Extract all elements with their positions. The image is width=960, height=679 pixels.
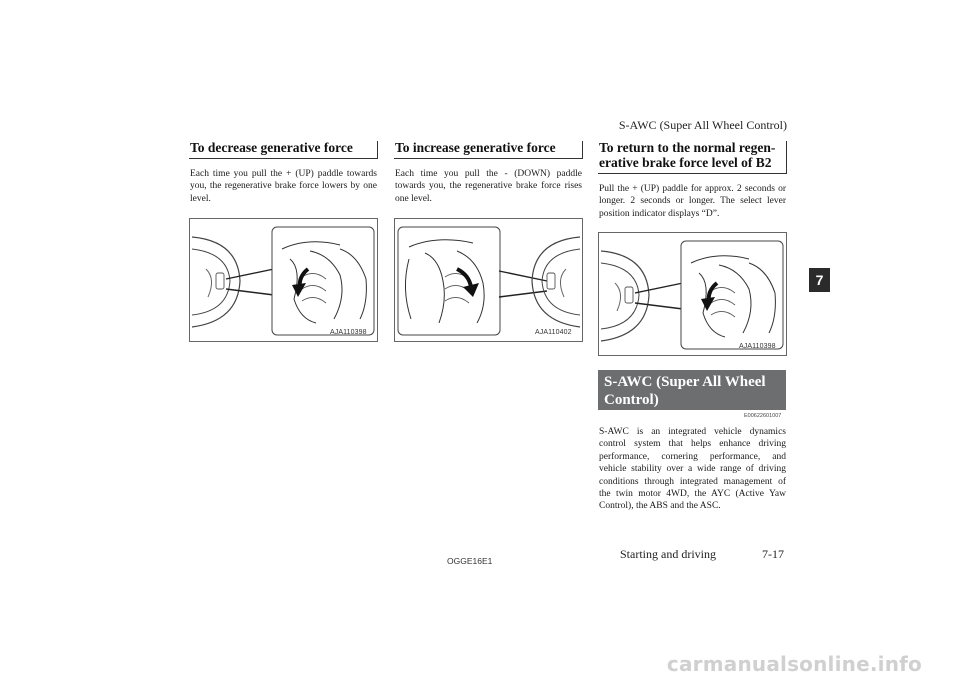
heading-underline: [189, 158, 377, 159]
chapter-tab: 7: [809, 268, 830, 292]
footer-page-number: 7-17: [762, 547, 784, 561]
steering-paddle-illustration-icon: [599, 233, 786, 355]
figure-code: AJA110398: [330, 329, 367, 336]
figure-increase-force: [394, 218, 583, 342]
heading-underline: [598, 173, 786, 174]
heading-line: To return to the normal regen-: [599, 140, 776, 155]
paragraph-increase-force: Each time you pull the - (DOWN) paddle towards you, the regenerative brake force rises one level.: [395, 169, 582, 204]
steering-paddle-illustration-icon: [395, 219, 582, 341]
watermark: carmanualsonline.info: [666, 652, 922, 676]
section-title-line: Control): [604, 392, 659, 408]
figure-decrease-force: [189, 218, 378, 342]
section-code: E00622601007: [744, 413, 782, 419]
steering-paddle-illustration-icon: [190, 219, 377, 341]
heading-rule-end: [377, 141, 378, 159]
section-title-box: [598, 370, 786, 410]
heading-decrease-force: To decrease generative force: [190, 140, 353, 155]
heading-line: erative brake force level of B2: [599, 155, 772, 170]
footer-section-name: Starting and driving: [620, 547, 716, 561]
footer-doc-code: OGGE16E1: [447, 556, 493, 566]
figure-code: AJA110398: [739, 343, 776, 350]
figure-code: AJA110402: [535, 329, 572, 336]
running-header: S-AWC (Super All Wheel Control): [618, 118, 787, 132]
section-title-line: S-AWC (Super All Wheel: [604, 374, 766, 390]
heading-return-normal: [599, 140, 783, 170]
paragraph-return-normal: Pull the + (UP) paddle for approx. 2 seconds or longer. 2 seconds or longer. The select lever position indicator displays “D”.: [599, 184, 786, 219]
heading-rule-end: [582, 141, 583, 159]
paragraph-s-awc: S-AWC is an integrated vehicle dynamics control system that helps enhance driving performance, cornering performance, and vehicle stability over a wide range of driving conditions through integrated management of the twin motor 4WD, the AYC (Active Yaw Control), the ABS and the ASC.: [599, 427, 786, 512]
paragraph-decrease-force: Each time you pull the + (UP) paddle towards you, the regenerative brake force lowers by one level.: [190, 169, 377, 204]
heading-rule-end: [786, 141, 787, 174]
figure-return-normal: [598, 232, 787, 356]
heading-underline: [394, 158, 582, 159]
heading-increase-force: To increase generative force: [395, 140, 556, 155]
